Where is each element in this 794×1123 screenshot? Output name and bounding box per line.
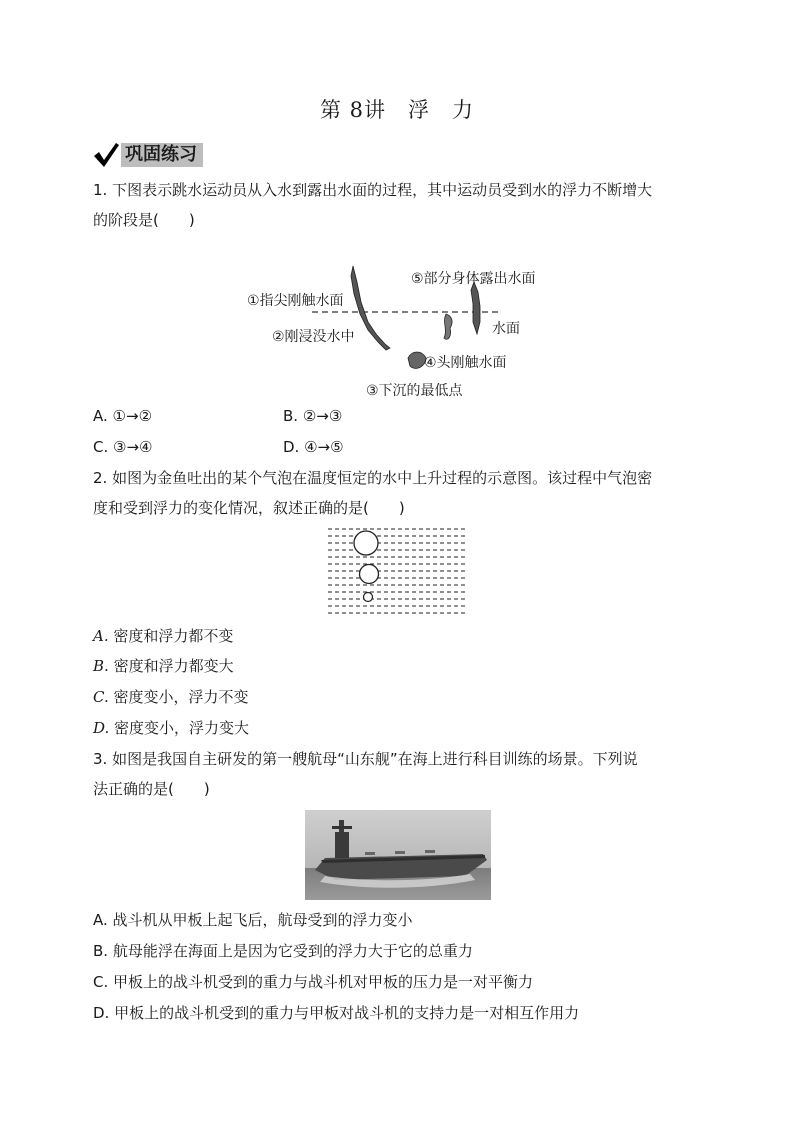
fig-label-water: 水面 [492, 321, 520, 337]
q2-stem-line1: 2. 如图为金鱼吐出的某个气泡在温度恒定的水中上升过程的示意图。该过程中气泡密 [93, 469, 653, 487]
q2-option-a[interactable]: A. 密度和浮力都不变 [93, 627, 234, 645]
q3-stem-line2: 法正确的是( ) [93, 780, 210, 798]
q3-option-c[interactable]: C. 甲板上的战斗机受到的重力与战斗机对甲板的压力是一对平衡力 [93, 973, 534, 991]
q3-option-d[interactable]: D. 甲板上的战斗机受到的重力与甲板对战斗机的支持力是一对相互作用力 [93, 1004, 580, 1022]
fig-label-1: ①指尖刚触水面 [247, 293, 344, 309]
q3-option-b[interactable]: B. 航母能浮在海面上是因为它受到的浮力大于它的总重力 [93, 942, 473, 960]
q2-option-c[interactable]: C. 密度变小，浮力不变 [93, 688, 249, 706]
fig-label-3: ③下沉的最低点 [366, 383, 463, 399]
q2-option-b[interactable]: B. 密度和浮力都变大 [93, 657, 234, 675]
q2-option-d[interactable]: D. 密度变小，浮力变大 [93, 719, 250, 737]
q1-option-d[interactable]: D. ④→⑤ [283, 438, 344, 456]
q2-bubble-figure [328, 526, 466, 616]
q1-option-c[interactable]: C. ③→④ [93, 438, 153, 456]
q1-option-b[interactable]: B. ②→③ [283, 407, 343, 425]
section-header [92, 142, 203, 168]
checkmark-icon [92, 142, 120, 168]
diver-rising-figure [444, 314, 452, 339]
water-hatching [328, 529, 466, 613]
diver-surfacing-figure [471, 282, 480, 334]
section-label: 巩固练习 [121, 143, 203, 167]
q1-stem-line2: 的阶段是( ) [93, 211, 195, 229]
q1-option-a[interactable]: A. ①→② [93, 407, 153, 425]
fig-label-5: ⑤部分身体露出水面 [411, 271, 536, 287]
page-title: 第 8讲 浮 力 [319, 98, 475, 122]
q3-stem-line1: 3. 如图是我国自主研发的第一艘航母“山东舰”在海上进行科目训练的场景。下列说 [93, 750, 638, 768]
fig-label-4: ④头刚触水面 [424, 355, 507, 371]
bubble-medium [360, 565, 379, 584]
aircraft-carrier-photo [305, 810, 491, 900]
carrier-island [335, 832, 349, 858]
q3-option-a[interactable]: A. 战斗机从甲板上起飞后，航母受到的浮力变小 [93, 911, 413, 929]
bubble-small [364, 593, 373, 602]
q2-stem-line2: 度和受到浮力的变化情况，叙述正确的是( ) [93, 499, 405, 517]
bubble-large [354, 531, 378, 555]
fig-label-2: ②刚浸没水中 [272, 329, 355, 345]
q1-stem-line1: 1. 下图表示跳水运动员从入水到露出水面的过程，其中运动员受到水的浮力不断增大 [93, 181, 653, 199]
diver-entering-figure [351, 266, 390, 350]
